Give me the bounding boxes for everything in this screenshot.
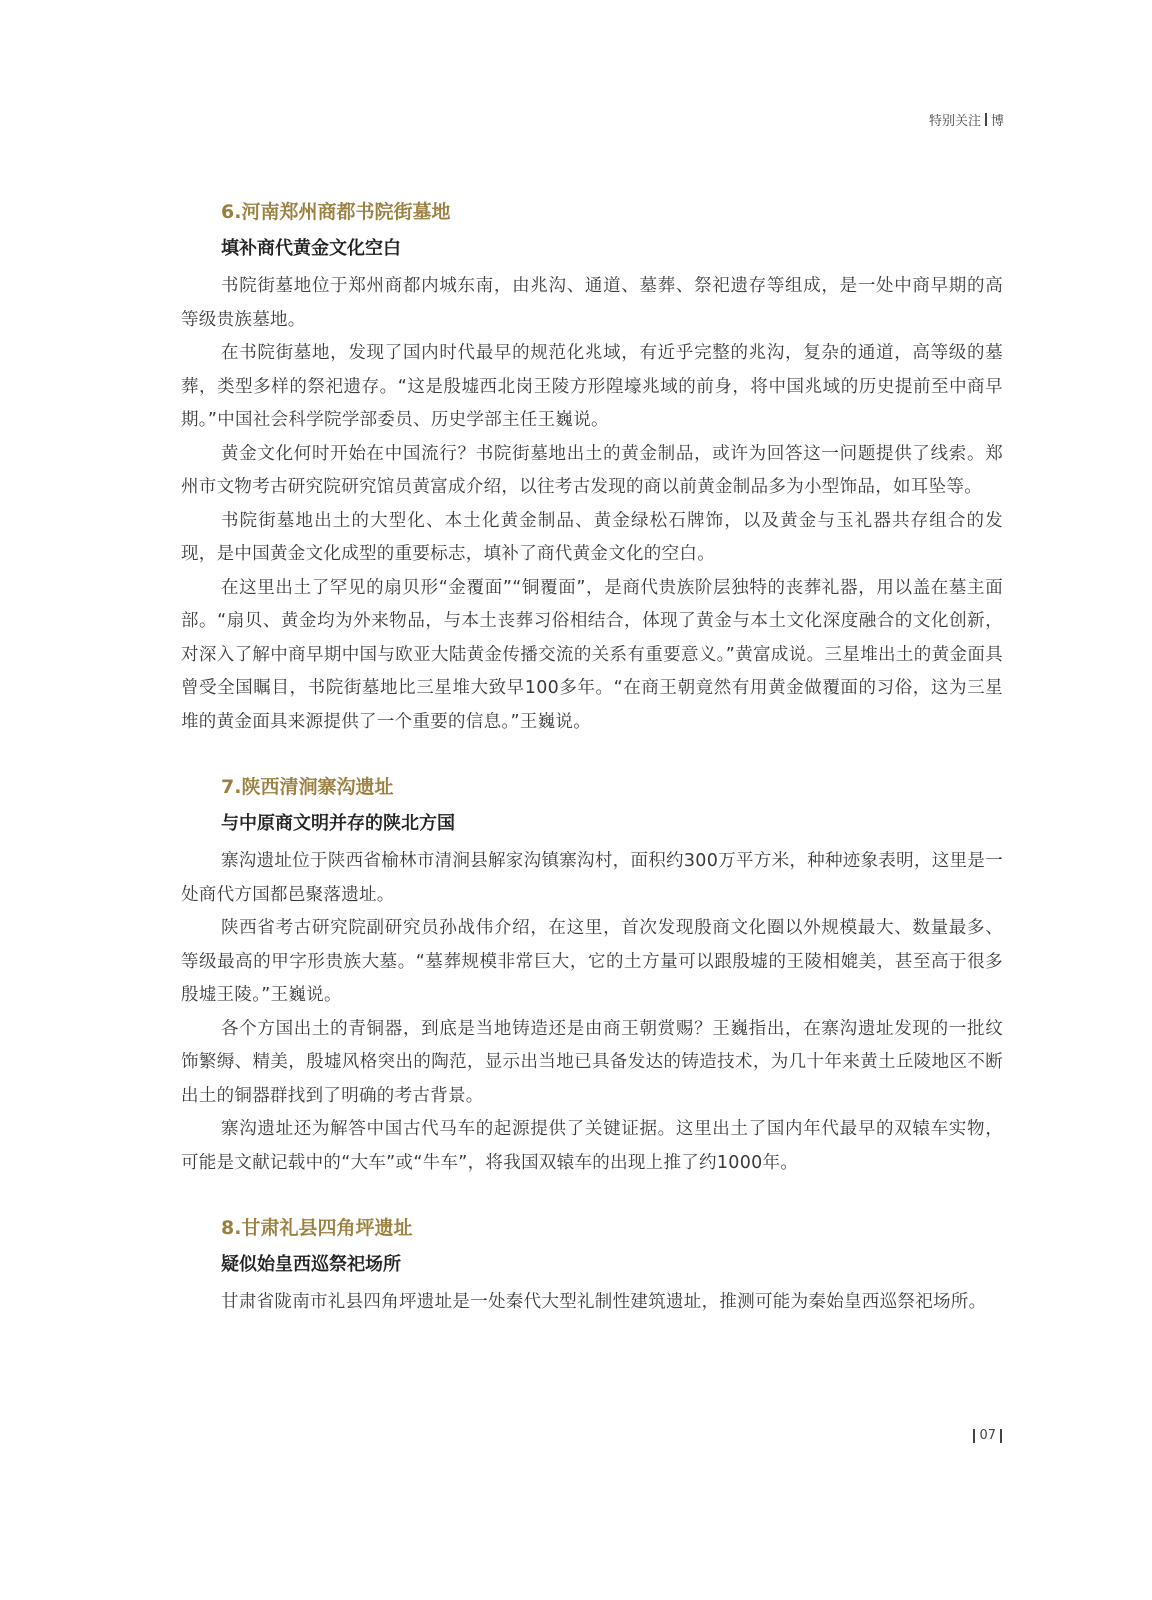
section-title: 6.河南郑州商都书院街墓地 xyxy=(221,201,451,223)
header-section-label: 特别关注 xyxy=(928,114,981,129)
header-column-label: 博 xyxy=(990,114,1004,129)
paragraph: 书院街墓地出土的大型化、本土化黄金制品、黄金绿松石牌饰，以及黄金与玉礼器共存组合的发现，是中国黄金文化成型的重要标志，填补了商代黄金文化的空白。 xyxy=(181,510,1003,564)
paragraph: 陕西省考古研究院副研究员孙战伟介绍，在这里，首次发现殷商文化圈以外规模最大、数量最多、等级最高的甲字形贵族大墓。“墓葬规模非常巨大，它的土方量可以跟殷墟的王陵相媲美，甚至高于很多殷墟王陵。”王巍说。 xyxy=(181,918,1003,1005)
section-subtitle: 填补商代黄金文化空白 xyxy=(221,238,401,259)
section-title: 8.甘肃礼县四角坪遗址 xyxy=(221,1217,413,1239)
header-divider xyxy=(985,113,987,126)
section-7 xyxy=(181,773,1003,1180)
page-number-right-bar xyxy=(1000,1429,1002,1443)
section-6 xyxy=(181,198,1003,739)
paragraph: 书院街墓地位于郑州商都内城东南，由兆沟、通道、墓葬、祭祀遗存等组成，是一处中商早期的高等级贵族墓地。 xyxy=(181,276,1003,330)
running-header xyxy=(929,110,1004,129)
paragraph: 甘肃省陇南市礼县四角坪遗址是一处秦代大型礼制性建筑遗址，推测可能为秦始皇西巡祭祀场所。 xyxy=(221,1292,987,1312)
paragraph: 黄金文化何时开始在中国流行？书院街墓地出土的黄金制品，或许为回答这一问题提供了线索。郑州市文物考古研究院研究馆员黄富成介绍，以往考古发现的商以前黄金制品多为小型饰品，如耳坠等。 xyxy=(181,443,1003,497)
paragraph: 各个方国出土的青铜器，到底是当地铸造还是由商王朝赏赐？王巍指出，在寨沟遗址发现的一批纹饰繁缛、精美，殷墟风格突出的陶范，显示出当地已具备发达的铸造技术，为几十年来黄土丘陵地区不断出土的铜器群找到了明确的考古背景。 xyxy=(181,1018,1003,1106)
paragraph: 寨沟遗址还为解答中国古代马车的起源提供了关键证据。这里出土了国内年代最早的双辕车实物，可能是文献记载中的“大车”或“牛车”，将我国双辕车的出现上推了约1000年。 xyxy=(181,1119,1003,1173)
article-body xyxy=(181,198,1003,1354)
section-title: 7.陕西清涧寨沟遗址 xyxy=(221,776,394,798)
page-number-value: 07 xyxy=(979,1428,996,1443)
paragraph: 在书院街墓地，发现了国内时代最早的规范化兆域，有近乎完整的兆沟，复杂的通道，高等级的墓葬，类型多样的祭祀遗存。“这是殷墟西北岗王陵方形隍壕兆域的前身，将中国兆域的历史提前至中商早期。”中国社会科学院学部委员、历史学部主任王巍说。 xyxy=(181,343,1003,430)
page-number xyxy=(973,1428,1002,1443)
section-subtitle: 疑似始皇西巡祭祀场所 xyxy=(221,1254,401,1275)
section-8 xyxy=(181,1214,1003,1320)
page-number-left-bar xyxy=(973,1429,975,1443)
paragraph: 寨沟遗址位于陕西省榆林市清涧县解家沟镇寨沟村，面积约300万平方米，种种迹象表明，这里是一处商代方国都邑聚落遗址。 xyxy=(181,851,1003,905)
paragraph: 在这里出土了罕见的扇贝形“金覆面”“铜覆面”，是商代贵族阶层独特的丧葬礼器，用以盖在墓主面部。“扇贝、黄金均为外来物品，与本土丧葬习俗相结合，体现了黄金与本土文化深度融合的文化创新，对深入了解中商早期中国与欧亚大陆黄金传播交流的关系有重要意义。”黄富成说。三星堆出土的黄金面具曾受全国瞩目，书院街墓地比三星堆大致早100多年。“在商王朝竟然有用黄金做覆面的习俗，这为三星堆的黄金面具来源提供了一个重要的信息。”王巍说。 xyxy=(181,577,1003,732)
section-subtitle: 与中原商文明并存的陕北方国 xyxy=(221,813,455,834)
